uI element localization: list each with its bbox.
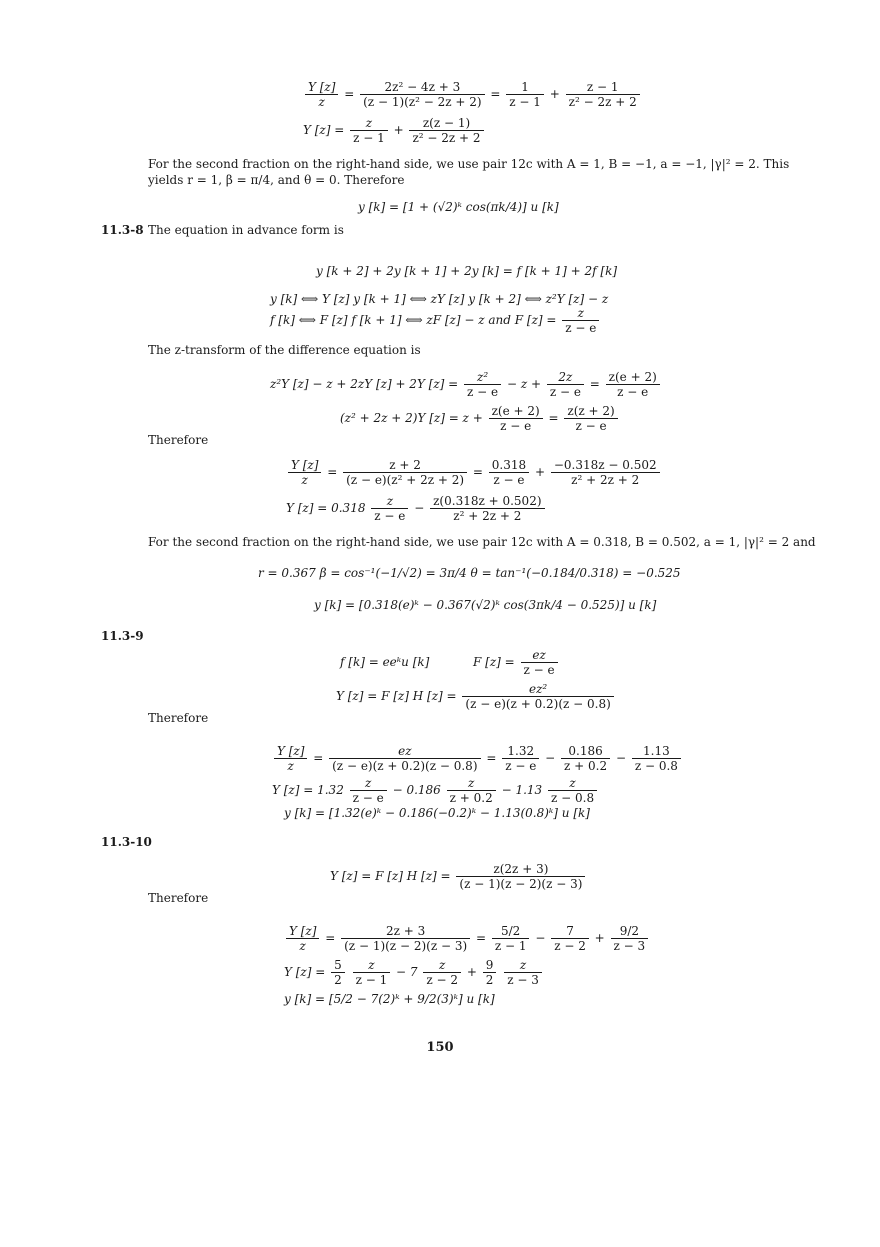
equation-yz-9: Y [z] = F [z] H [z] = $\frac{\text{ez²}}{(z - e)(z + 0.2)(z - 0.8)}$ xyxy=(336,682,616,711)
paragraph-therefore-2: Therefore xyxy=(148,711,209,725)
equation-yz-10-expanded: Y [z] = $\frac{5}{2}$ $\frac{z}{z - 1}$ − 7 $\frac{z}{z - 2}$ + $\frac{9}{2}$ $\frac{z}{z - 3}$ xyxy=(284,958,544,987)
equation-yz-10: Y [z] = F [z] H [z] = $\frac{z(2z + 3)}{(z - 1)(z - 2)(z - 3)}$ xyxy=(330,862,587,891)
equation-top-Yz: Y [z] = $\frac{z}{z - 1}$ + $\frac{z(z - 1)}{\text{z² − 2z + 2}}$ xyxy=(303,116,486,145)
paragraph-advance-form: The equation in advance form is xyxy=(148,223,344,237)
equation-yk-b: y [k] = [0.318(e)ᵏ − 0.367(√2)ᵏ cos(3πk/4 − 0.525)] u [k] xyxy=(314,598,657,612)
section-label-11-3-10: 11.3-10 xyxy=(101,835,152,849)
equation-transform-pairs-1: y [k] ⟺ Y [z] y [k + 1] ⟺ zY [z] y [k + 2] ⟺ z²Y [z] − z xyxy=(270,292,609,306)
section-label-11-3-8: 11.3-8 xyxy=(101,223,144,237)
page-number: 150 xyxy=(426,1040,454,1055)
equation-yz-over-z-10: $\frac{Y [z]}{z}$ = $\frac{2z + 3}{(z - 1)(z - 2)(z - 3)}$ = $\frac{5/2}{z - 1}$ − $\frac{7}{z - 2}$ + $\frac{9/2}{z - 3}$ xyxy=(284,924,650,953)
equation-yz-over-z-9: $\frac{Y [z]}{z}$ = $\frac{ez}{(z - e)(z + 0.2)(z - 0.8)}$ = $\frac{1.32}{z - e}$ − $\frac{0.186}{z + 0.2}$ − $\frac{1.13}{z - 0.8}$ xyxy=(272,744,683,773)
paragraph-second-fraction-a-2: yields r = 1, β = π/4, and θ = 0. Therefore xyxy=(148,173,405,187)
paragraph-z-transform: The z-transform of the difference equation is xyxy=(148,343,421,357)
equation-transform-pairs-2-text: f [k] ⟺ F [z] f [k + 1] ⟺ zF [z] − z and F [z] = xyxy=(270,313,557,327)
equation-yk-9: y [k] = [1.32(e)ᵏ − 0.186(−0.2)ᵏ − 1.13(0.8)ᵏ] u [k] xyxy=(284,806,590,820)
equation-z-transform-2: (z² + 2z + 2)Y [z] = z + $\frac{z(e + 2)}{z - e}$ = $\frac{z(z + 2)}{z - e}$ xyxy=(340,404,620,433)
equation-yz-b: Y [z] = 0.318 $\frac{z}{z - e}$ − $\frac{z(0.318z + 0.502)}{\text{z² + 2z + 2}}$ xyxy=(286,494,547,523)
equation-top-yield: y [k] = [1 + (√2)ᵏ cos(πk/4)] u [k] xyxy=(358,200,559,214)
paragraph-second-fraction-a: For the second fraction on the right-hand side, we use pair 12c with A = 1, B = −1, a = −1, |γ|² = 2. This xyxy=(148,157,790,171)
equation-yk-10: y [k] = [5/2 − 7(2)ᵏ + 9/2(3)ᵏ] u [k] xyxy=(284,992,495,1006)
section-label-11-3-9: 11.3-9 xyxy=(101,629,144,643)
equation-params-b: r = 0.367 β = cos⁻¹(−1/√2) = 3π/4 θ = tan⁻¹(−0.184/0.318) = −0.525 xyxy=(258,566,681,580)
paragraph-therefore-1: Therefore xyxy=(148,433,209,447)
equation-transform-pairs-2: f [k] ⟺ F [z] f [k + 1] ⟺ zF [z] − z and F [z] = $\frac{z}{z - e}$ xyxy=(270,306,601,335)
paragraph-second-fraction-b: For the second fraction on the right-hand side, we use pair 12c with A = 0.318, B = 0.502, a = 1, |γ|² = 2 and xyxy=(148,535,816,549)
equation-top-partial-fraction: $\frac{Y [z]}{z}$ = $\frac{\text{2z² − 4z + 3}}{\text{(z − 1)(z² − 2z + 2)}}$ = $\frac{1}{z - 1}$ + $\frac{z - 1}{\text{z² − 2z + 2}}$ xyxy=(303,80,642,109)
equation-yz-9-expanded: Y [z] = 1.32 $\frac{z}{z - e}$ − 0.186 $\frac{z}{z + 0.2}$ − 1.13 $\frac{z}{z - 0.8}$ xyxy=(272,776,599,805)
equation-fk-9: f [k] = eeᵏu [k] F [z] = $\frac{ez}{z - e}$ xyxy=(340,648,560,677)
equation-advance-form: y [k + 2] + 2y [k + 1] + 2y [k] = f [k + 1] + 2f [k] xyxy=(316,264,618,278)
equation-fk-9-text: f [k] = eeᵏu [k] xyxy=(340,655,430,669)
equation-Fz-9-text: F [z] = xyxy=(473,655,515,669)
equation-z-transform-1: z²Y [z] − z + 2zY [z] + 2Y [z] = $\frac{\text{z²}}{z - e}$ − z + $\frac{2z}{z - e}$ = $\frac{z(e + 2)}{z - e}$ xyxy=(270,370,662,399)
equation-yz-over-z-b: $\frac{Y [z]}{z}$ = $\frac{z + 2}{\text{(z − e)(z² + 2z + 2)}}$ = $\frac{0.318}{z - e}$ + $\frac{-0.318z - 0.502}{\text{z² + 2z + 2}}$ xyxy=(286,458,662,487)
paragraph-therefore-3: Therefore xyxy=(148,891,209,905)
